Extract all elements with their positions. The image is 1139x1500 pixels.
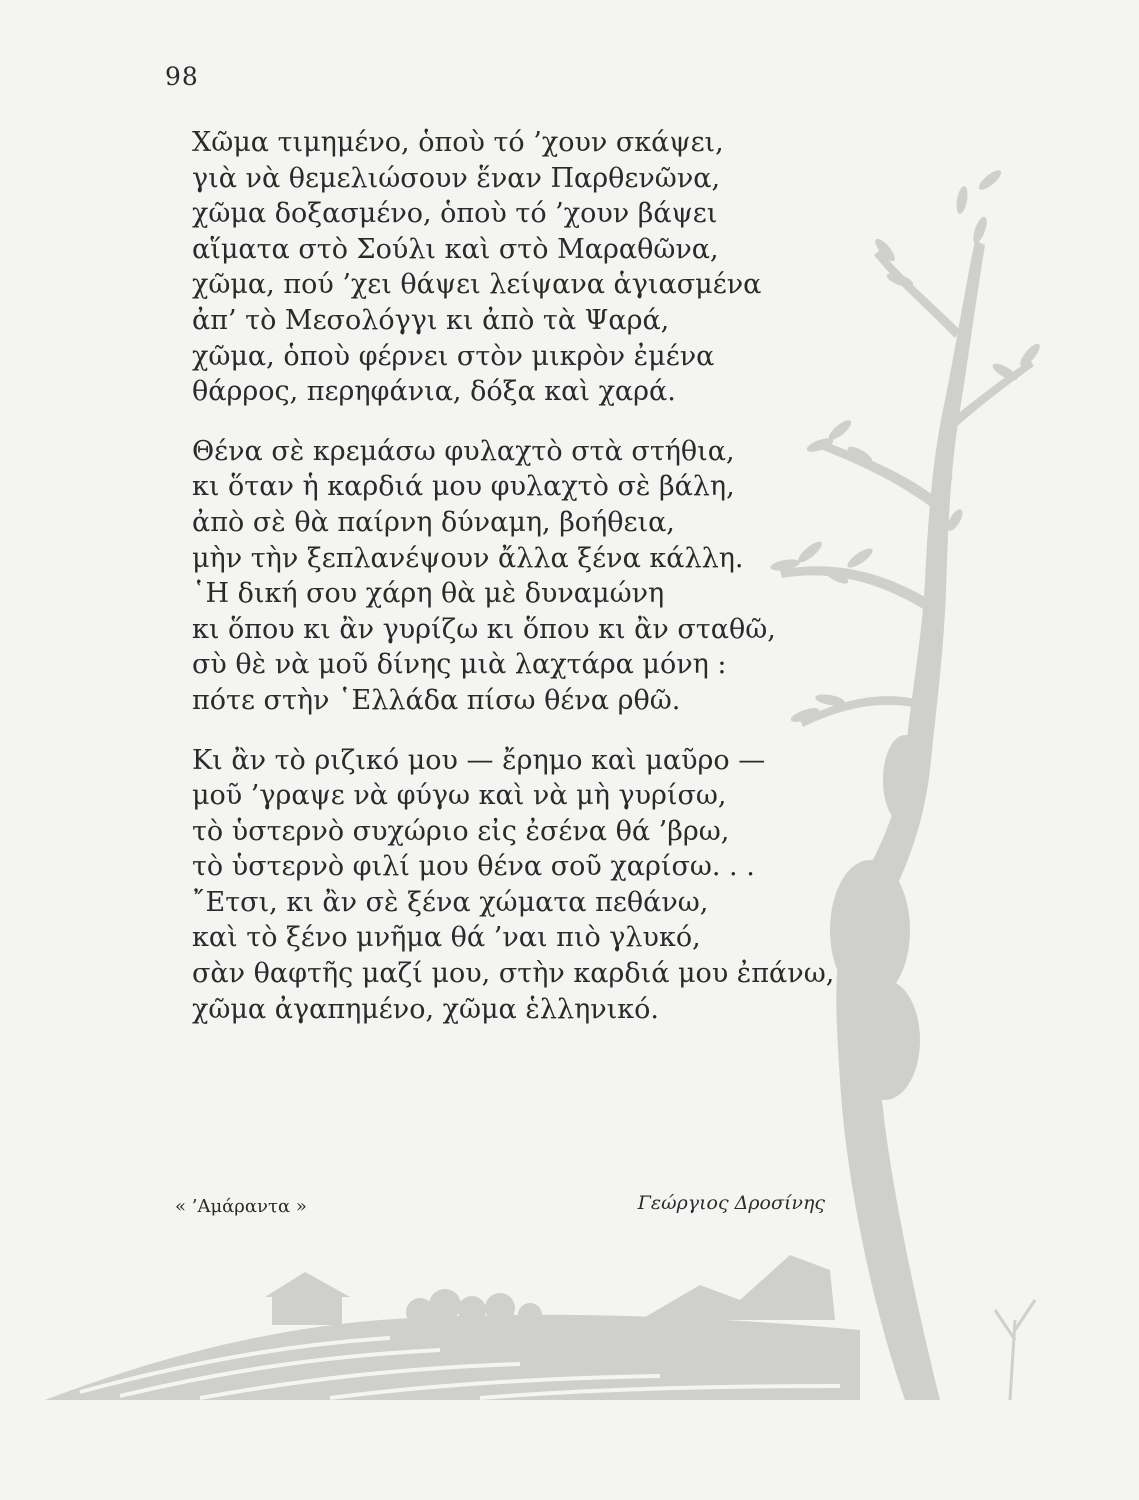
stanza-1: [192, 125, 832, 410]
poem-line: αἵματα στὸ Σούλι καὶ στὸ Μαραθῶνα,: [192, 233, 719, 265]
page-number: 98: [165, 62, 199, 91]
stanza-2: [192, 434, 832, 719]
poem-line: Κι ἂν τὸ ριζικό μου — ἔρημο καὶ μαῦρο —: [192, 744, 766, 776]
poem-line: ἀπὸ σὲ θὰ παίρνη δύναμη, βοήθεια,: [192, 506, 675, 538]
poem-line: χῶμα, ὁποὺ φέρνει στὸν μικρὸν ἐμένα: [192, 340, 715, 372]
poem-line: ῎Ετσι, κι ἂν σὲ ξένα χώματα πεθάνω,: [192, 886, 709, 918]
poem-line: χῶμα, πού ’χει θάψει λείψανα ἁγιασμένα: [192, 269, 762, 301]
poem: [192, 125, 835, 1051]
poem-line: ῾Η δική σου χάρη θὰ μὲ δυναμώνη: [192, 578, 665, 610]
poem-line: ἀπ’ τὸ Μεσολόγγι κι ἀπὸ τὰ Ψαρά,: [192, 304, 670, 336]
author-name: Γεώργιος Δροσίνης: [637, 1192, 825, 1214]
poem-line: μοῦ ’γραψε νὰ φύγω καὶ νὰ μὴ γυρίσω,: [192, 780, 727, 812]
poem-line: μὴν τὴν ξεπλανέψουν ἄλλα ξένα κάλλη.: [192, 542, 744, 574]
source-title: « ’Αμάραντα »: [175, 1196, 307, 1217]
poem-line: γιὰ νὰ θεμελιώσουν ἕναν Παρθενῶνα,: [192, 162, 721, 194]
poem-footer: [175, 1192, 825, 1226]
poem-line: σὰν θαφτῆς μαζί μου, στὴν καρδιά μου ἐπάνω,: [192, 958, 835, 990]
poem-line: θάρρος, περηφάνια, δόξα καὶ χαρά.: [192, 376, 676, 408]
poem-line: Θένα σὲ κρεμάσω φυλαχτὸ στὰ στήθια,: [192, 435, 735, 467]
poem-line: τὸ ὑστερνὸ συχώριο εἰς ἐσένα θά ’βρω,: [192, 815, 730, 847]
poem-line: κι ὅπου κι ἂν γυρίζω κι ὅπου κι ἂν σταθῶ,: [192, 613, 776, 645]
poem-line: Χῶμα τιμημένο, ὁποὺ τό ’χουν σκάψει,: [192, 127, 724, 158]
stanza-3: [192, 743, 835, 1028]
poem-line: χῶμα δοξασμένο, ὁποὺ τό ’χουν βάψει: [192, 198, 718, 230]
poem-line: τὸ ὑστερνὸ φιλί μου θένα σοῦ χαρίσω. . .: [192, 851, 755, 883]
poem-line: καὶ τὸ ξένο μνῆμα θά ’ναι πιὸ γλυκό,: [192, 922, 701, 954]
poem-line: πότε στὴν ῾Ελλάδα πίσω θένα ρθῶ.: [192, 684, 681, 716]
poem-line: χῶμα ἀγαπημένο, χῶμα ἑλληνικό.: [192, 993, 659, 1025]
poem-line: κι ὅταν ἡ καρδιά μου φυλαχτὸ σὲ βάλη,: [192, 471, 735, 503]
poem-line: σὺ θὲ νὰ μοῦ δίνης μιὰ λαχτάρα μόνη :: [192, 649, 727, 681]
